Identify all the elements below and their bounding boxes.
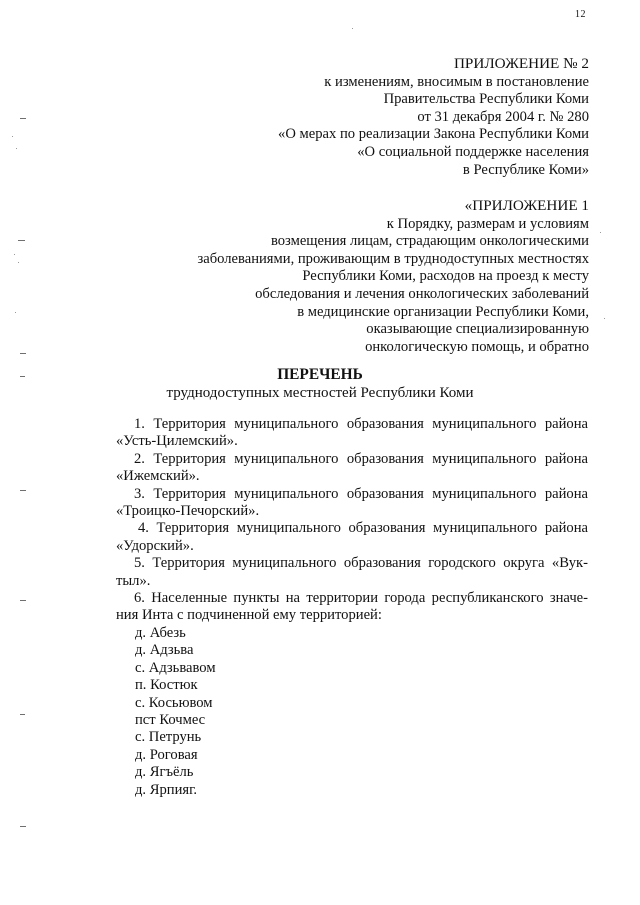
appendix-1-line: в медицинские организации Республики Коми,: [297, 303, 589, 320]
scan-mark: [20, 714, 25, 715]
appendix-2-header: [278, 55, 589, 179]
appendix-1-line: онкологическую помощь, и обратно: [365, 338, 589, 355]
scan-speck: [352, 28, 353, 29]
list-item: [116, 486, 588, 521]
list-item: [116, 555, 588, 590]
scan-speck: [18, 262, 19, 263]
settlement-item: пст Кочмес: [135, 711, 206, 728]
appendix-1-title: «ПРИЛОЖЕНИЕ 1: [464, 197, 589, 214]
list-item-continuation: «Усть-Цилемский».: [116, 433, 238, 450]
list-item: [116, 416, 588, 451]
list-item: [116, 520, 588, 555]
list-item: [116, 590, 588, 625]
scan-speck: [604, 318, 605, 319]
list-title: ПЕРЕЧЕНЬ: [277, 366, 363, 383]
list-item-first-line: 5. Территория муниципального образования городского округа «Вук-: [134, 555, 588, 572]
list-item-continuation: тыл».: [116, 572, 151, 589]
appendix-2-line: Правительства Республики Коми: [383, 91, 589, 108]
scan-mark: [20, 826, 26, 827]
appendix-2-line: к изменениям, вносимым в постановление: [324, 73, 589, 90]
list-subtitle: труднодоступных местностей Республики Коми: [166, 385, 474, 401]
list-item-continuation: «Троицко-Печорский».: [116, 503, 260, 520]
list-item-continuation: ния Инта с подчиненной ему территорией:: [116, 607, 382, 624]
appendix-1-header: [197, 197, 589, 356]
scan-mark: [20, 376, 25, 377]
list-item-first-line: 3. Территория муниципального образования муниципального района: [134, 485, 588, 502]
settlement-item: д. Ярпияг.: [135, 781, 198, 798]
scan-mark: [20, 118, 26, 119]
settlement-item: с. Петрунь: [135, 729, 202, 746]
list-item-first-line: 4. Территория муниципального образования муниципального района: [138, 520, 588, 537]
appendix-2-line: от 31 декабря 2004 г. № 280: [417, 108, 589, 125]
settlement-item: п. Костюк: [135, 677, 198, 694]
scan-speck: [12, 136, 13, 137]
settlement-item: с. Адзьвавом: [135, 659, 216, 676]
settlement-item: д. Роговая: [135, 746, 198, 763]
appendix-1-line: к Порядку, размерам и условиям: [386, 215, 589, 232]
list-item-continuation: «Удорский».: [116, 537, 194, 554]
appendix-2-line: «О мерах по реализации Закона Республики Коми: [278, 126, 589, 143]
appendix-1-line: обследования и лечения онкологических заболеваний: [255, 285, 589, 302]
appendix-2-title: ПРИЛОЖЕНИЕ № 2: [453, 55, 589, 72]
scan-speck: [14, 254, 15, 255]
scan-mark: [20, 490, 26, 491]
list-item-first-line: 1. Территория муниципального образования муниципального района: [134, 416, 588, 432]
list-item-first-line: 6. Населенные пункты на территории города республиканского значе-: [134, 590, 588, 607]
scan-mark: [18, 240, 25, 241]
scan-speck: [16, 148, 17, 149]
settlement-item: д. Ягъёль: [135, 764, 194, 781]
scan-speck: [15, 312, 16, 313]
settlement-item: с. Косьювом: [135, 694, 213, 711]
scan-speck: [600, 232, 601, 233]
appendix-1-line: заболеваниями, проживающим в труднодоступных местностях: [197, 250, 589, 267]
appendix-1-line: Республики Коми, расходов на проезд к месту: [302, 268, 589, 285]
settlement-list: [116, 625, 588, 799]
scan-mark: [20, 600, 26, 601]
list-heading: [0, 365, 640, 403]
appendix-1-line: возмещения лицам, страдающим онкологическими: [270, 233, 589, 250]
appendix-2-line: «О социальной поддержке населения: [357, 143, 589, 160]
appendix-1-line: оказывающие специализированную: [366, 321, 589, 338]
list-item-first-line: 2. Территория муниципального образования муниципального района: [134, 450, 588, 467]
list-item-continuation: «Ижемский».: [116, 468, 200, 485]
settlement-item: д. Абезь: [135, 624, 186, 641]
page-number: 12: [575, 9, 586, 20]
appendix-2-line: в Республике Коми»: [462, 161, 589, 178]
settlement-item: д. Адзьва: [135, 642, 194, 659]
scan-mark: [20, 353, 26, 354]
list-body: [116, 416, 588, 799]
list-item: [116, 451, 588, 486]
